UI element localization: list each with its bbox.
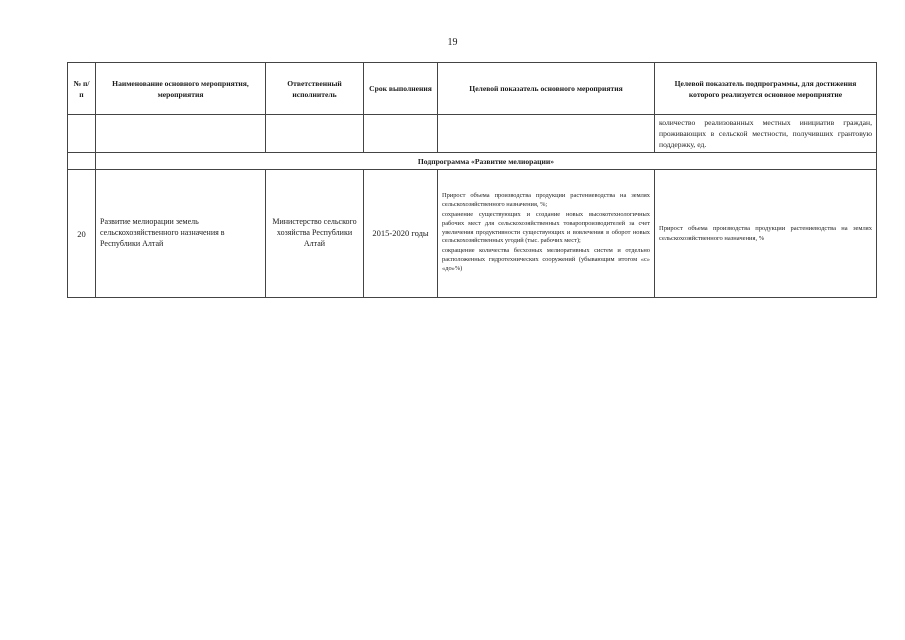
indicator-item: сохранение существующих и создание новых высокотехнологичных рабочих мест для сельскохозяйственных товаропроизводителей за счет увеличения продуктивности существующих и вовлечения в оборот новых сельскохозяйственных угодий (тыс. рабочих мест); [442,210,650,245]
continuation-text: количество реализованных местных инициатив граждан, проживающих в сельской местности, получивших грантовую поддержку, ед. [655,115,877,153]
empty-cell [68,115,96,153]
executor-name: Министерство сельского хозяйства Республики Алтай [266,170,364,298]
header-executor: Ответственный исполнитель [266,63,364,115]
empty-cell [266,115,364,153]
term: 2015-2020 годы [364,170,438,298]
continuation-row [68,115,877,153]
indicator-item: Прирост объема производства продукции растениеводства на землях сельскохозяйственного назначения, %; [442,192,650,209]
activities-table [67,62,877,298]
row-number: 20 [68,170,96,298]
indicator-item: сокращение количества бесхозных мелиоративных систем и отдельно расположенных гидротехнических сооружений (убывающим итогом «с» «до»%) [442,247,650,272]
header-subprogram-indicator: Целевой показатель подпрограммы, для достижения которого реализуется основное мероприятие [655,63,877,115]
activity-name: Развитие мелиорации земель сельскохозяйственного назначения в Республики Алтай [96,170,266,298]
subprogram-row [68,153,877,170]
page-number: 19 [447,37,458,48]
table-header-row [68,63,877,115]
empty-cell [96,115,266,153]
activity-indicators [438,170,655,298]
empty-cell [438,115,655,153]
header-activity-name: Наименование основного мероприятия, мероприятия [96,63,266,115]
subprogram-indicator: Прирост объема производства продукции растениеводства на землях сельскохозяйственного назначения, % [655,170,877,298]
header-term: Срок выполнения [364,63,438,115]
table-row [68,170,877,298]
subprogram-title: Подпрограмма «Развитие мелиорации» [96,153,877,170]
header-activity-indicator: Целевой показатель основного мероприятия [438,63,655,115]
empty-cell [364,115,438,153]
empty-cell [68,153,96,170]
header-number: № п/п [68,63,96,115]
